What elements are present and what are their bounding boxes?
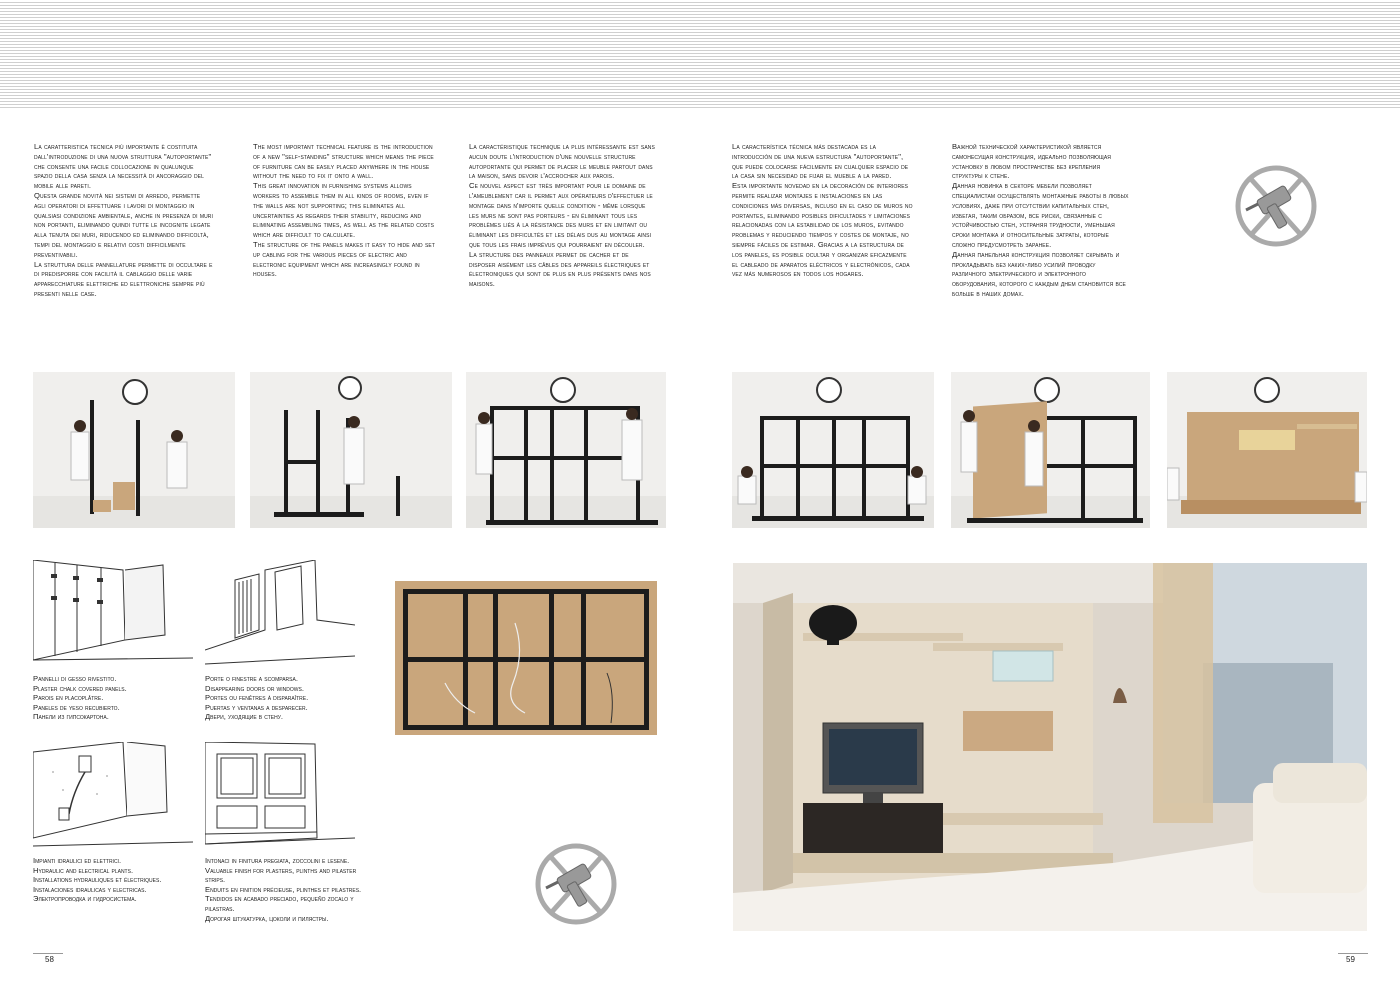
caption-hydraulic-electric bbox=[33, 856, 203, 904]
caption-doors-it: Porte o finestre a scomparsa. bbox=[205, 674, 298, 683]
assembly-photo-6 bbox=[1167, 372, 1367, 528]
sketch-disappearing-doors bbox=[205, 560, 355, 670]
assembly-photo-2 bbox=[250, 372, 452, 528]
no-drill-icon-bottom bbox=[530, 836, 622, 932]
caption-hydraulic-ru: Электропроводка и гидросистема. bbox=[33, 894, 137, 904]
intro-column-ru bbox=[952, 142, 1132, 299]
caption-doors-ru: Двери, уходящие в стену. bbox=[205, 712, 283, 722]
intro-fr-p2: Ce nouvel aspect est très important pour le domaine de l'ameublement car il permet aux opérateurs d'effectuer le montage dans n'importe quelle condition - même lorsque les murs ne sont pas porteurs - en éliminant tous les problèmes liés à la résistance des murs et en limitant ou éliminant les difficultés et les délais dus au montage ainsi que tous les frais imprévus qui pourraient en découler. bbox=[469, 181, 653, 249]
caption-finish-fr: Enduits en finition précieuse, plinthes et pilastres. bbox=[205, 884, 362, 894]
caption-finish-es: Tendidos en acabado preciado, pequeño zocalo y pilastras. bbox=[205, 894, 354, 913]
intro-fr-p3: La structure des panneaux permet de cacher et de disposer aisément les câbles des appareils électriques et électroniques qui sont de plus en plus présents dans nos maisons. bbox=[469, 249, 651, 289]
caption-plaster-es: Paneles de yeso recubierto. bbox=[33, 702, 120, 712]
sketch-plaster-panels bbox=[33, 560, 193, 670]
frame-back-photo bbox=[385, 563, 666, 745]
intro-en-p3: The structure of the panels makes it easy to hide and set up cabling for the various pieces of electric and electronic equipment which are increasingly found in houses. bbox=[253, 239, 435, 279]
header-stripes bbox=[0, 0, 1400, 108]
intro-ru-p1: Важной технической характеристикой является самонесущая конструкция, идеально позволяющая установку в любом пространстве без крепления структуры к стене. bbox=[952, 142, 1112, 181]
intro-fr-p1: La caractéristique technique la plus intéressante est sans aucun doute l'introduction d'une nouvelle structure autoportante qui permet de placer le meuble partout dans la maison, sans devoir l'accrocher aux parois. bbox=[469, 142, 655, 181]
intro-en-p2: This great innovation in furnishing systems allows workers to assemble them in all kinds of rooms, even if the walls are not supporting; this eliminates all uncertainties as regards their stability, reducing and eliminating assembling times, as well as the related costs which are difficult to calculate. bbox=[253, 181, 435, 240]
caption-plaster-fr: Parois en placoplâtre. bbox=[33, 693, 104, 703]
caption-disappearing-doors bbox=[205, 674, 375, 722]
intro-ru-p2: Данная новинка в секторе мебели позволяет специалистам осуществлять монтажные работы в любых условиях, даже при отсутствии капитальных стен, избегая, таким образом, все риски, связанные с устойчивостью стен, устраняя трудности, уменьшая сроки монтажа и относительные затраты, которые сложно предусмотреть заранее. bbox=[952, 181, 1129, 249]
assembly-photo-3 bbox=[466, 372, 666, 528]
caption-hydraulic-fr: Installations hydrauliques et électriques. bbox=[33, 875, 162, 885]
caption-finish-ru: Дорогая штукатурка, цоколи и пилястры. bbox=[205, 913, 329, 923]
intro-es-p1: La característica técnica más destacada es la introducción de una nueva estructura "autoportante", que puede colocarse fácilmente en cualquier espacio de la casa sin necesidad de fijar el mueble a la pared. bbox=[732, 142, 909, 181]
intro-column-fr bbox=[469, 142, 657, 289]
intro-en-p1: The most important technical feature is the introduction of a new "self-standing" structure which means the piece of furniture can be easily placed anywhere in the house without the need to fix it onto a wall. bbox=[253, 142, 434, 181]
page-number-right: 59 bbox=[1346, 955, 1355, 964]
assembly-photo-1 bbox=[33, 372, 235, 528]
page-rule-left bbox=[33, 953, 63, 954]
caption-hydraulic-it: Impianti idraulici ed elettrici. bbox=[33, 856, 122, 865]
assembly-photo-5 bbox=[951, 372, 1150, 528]
intro-it-p3: La struttura delle pannellature permette di occultare e di predisporre con facilità il cablaggio delle varie apparecchiature elettriche ed elettroniche sempre più presenti nelle case. bbox=[34, 259, 213, 298]
no-drill-icon bbox=[1232, 160, 1320, 256]
caption-plaster-en: Plaster chalk covered panels. bbox=[33, 683, 127, 693]
intro-ru-p3: Данная панельная конструкция позволяет скрывать и прокладывать без каких-либо усилий проводку различного электрического и электронного оборудования, которого с каждым днем становится все больше в наших домах. bbox=[952, 249, 1126, 298]
intro-column-en bbox=[253, 142, 435, 279]
assembly-photo-4 bbox=[732, 372, 934, 528]
caption-plaster-it: Pannelli di gesso rivestito. bbox=[33, 674, 117, 683]
caption-hydraulic-es: Instalaciones idraulicas y electricas. bbox=[33, 884, 147, 894]
intro-es-p2: Esta importante novedad en la decoración de interiores permite realizar montajes e instalaciones en las condiciones más diversas, incluso en el caso de muros no portantes, eliminando posibles dificultades y limitaciones relacionadas con la estabilidad de los muros, evitando problemas y reduciendo tiempos y costes de montaje, no siempre fáciles de estimar. Gracias a la estructura de los paneles, es posible ocultar y organizar eficazmente el cableado de aparatos eléctricos y electrónicos, cada vez más numerosos en todos los hogares. bbox=[732, 181, 913, 279]
intro-it-p2: Questa grande novità nei sistemi di arredo, permette agli operatori di effettuare i lavori di montaggio in qualsiasi condizione ambientale, anche in presenza di muri non portanti, eliminando quindi tutte le incognite legate alla tenuta dei muri, riducendo ed eliminando difficoltà, tempi del montaggio e relativi costi difficilmente preventivabili. bbox=[34, 190, 213, 259]
intro-column-it bbox=[34, 142, 214, 299]
page-rule-right bbox=[1338, 953, 1368, 954]
caption-finish-plasters bbox=[205, 856, 375, 923]
caption-plaster-ru: Панели из гипсокартона. bbox=[33, 712, 109, 722]
caption-doors-es: Puertas y ventanas a desparecer. bbox=[205, 702, 308, 712]
caption-doors-fr: Portes ou fenêtres à disparaître. bbox=[205, 693, 309, 703]
caption-hydraulic-en: Hydraulic and electrical plants. bbox=[33, 865, 134, 875]
caption-plaster-panels bbox=[33, 674, 203, 722]
caption-finish-en: Valuable finish for plasters, plinths and pilaster strips. bbox=[205, 865, 357, 885]
intro-column-es bbox=[732, 142, 914, 279]
page-number-left: 58 bbox=[45, 955, 54, 964]
intro-it-p1: La caratteristica tecnica più importante è costituita dall'introduzione di una nuova struttura "autoportante" che consente una facile collocazione in qualunque spazio della casa senza la necessità di ancoraggio del mobile alle pareti. bbox=[34, 142, 212, 191]
sketch-finish-plasters bbox=[205, 742, 355, 852]
sketch-hydraulic-electric bbox=[33, 742, 193, 852]
caption-doors-en: Disappearing doors or windows. bbox=[205, 683, 304, 693]
interior-photo bbox=[733, 563, 1367, 931]
caption-finish-it: Intonaci in finitura pregiata, zoccolini e lesene. bbox=[205, 856, 350, 865]
